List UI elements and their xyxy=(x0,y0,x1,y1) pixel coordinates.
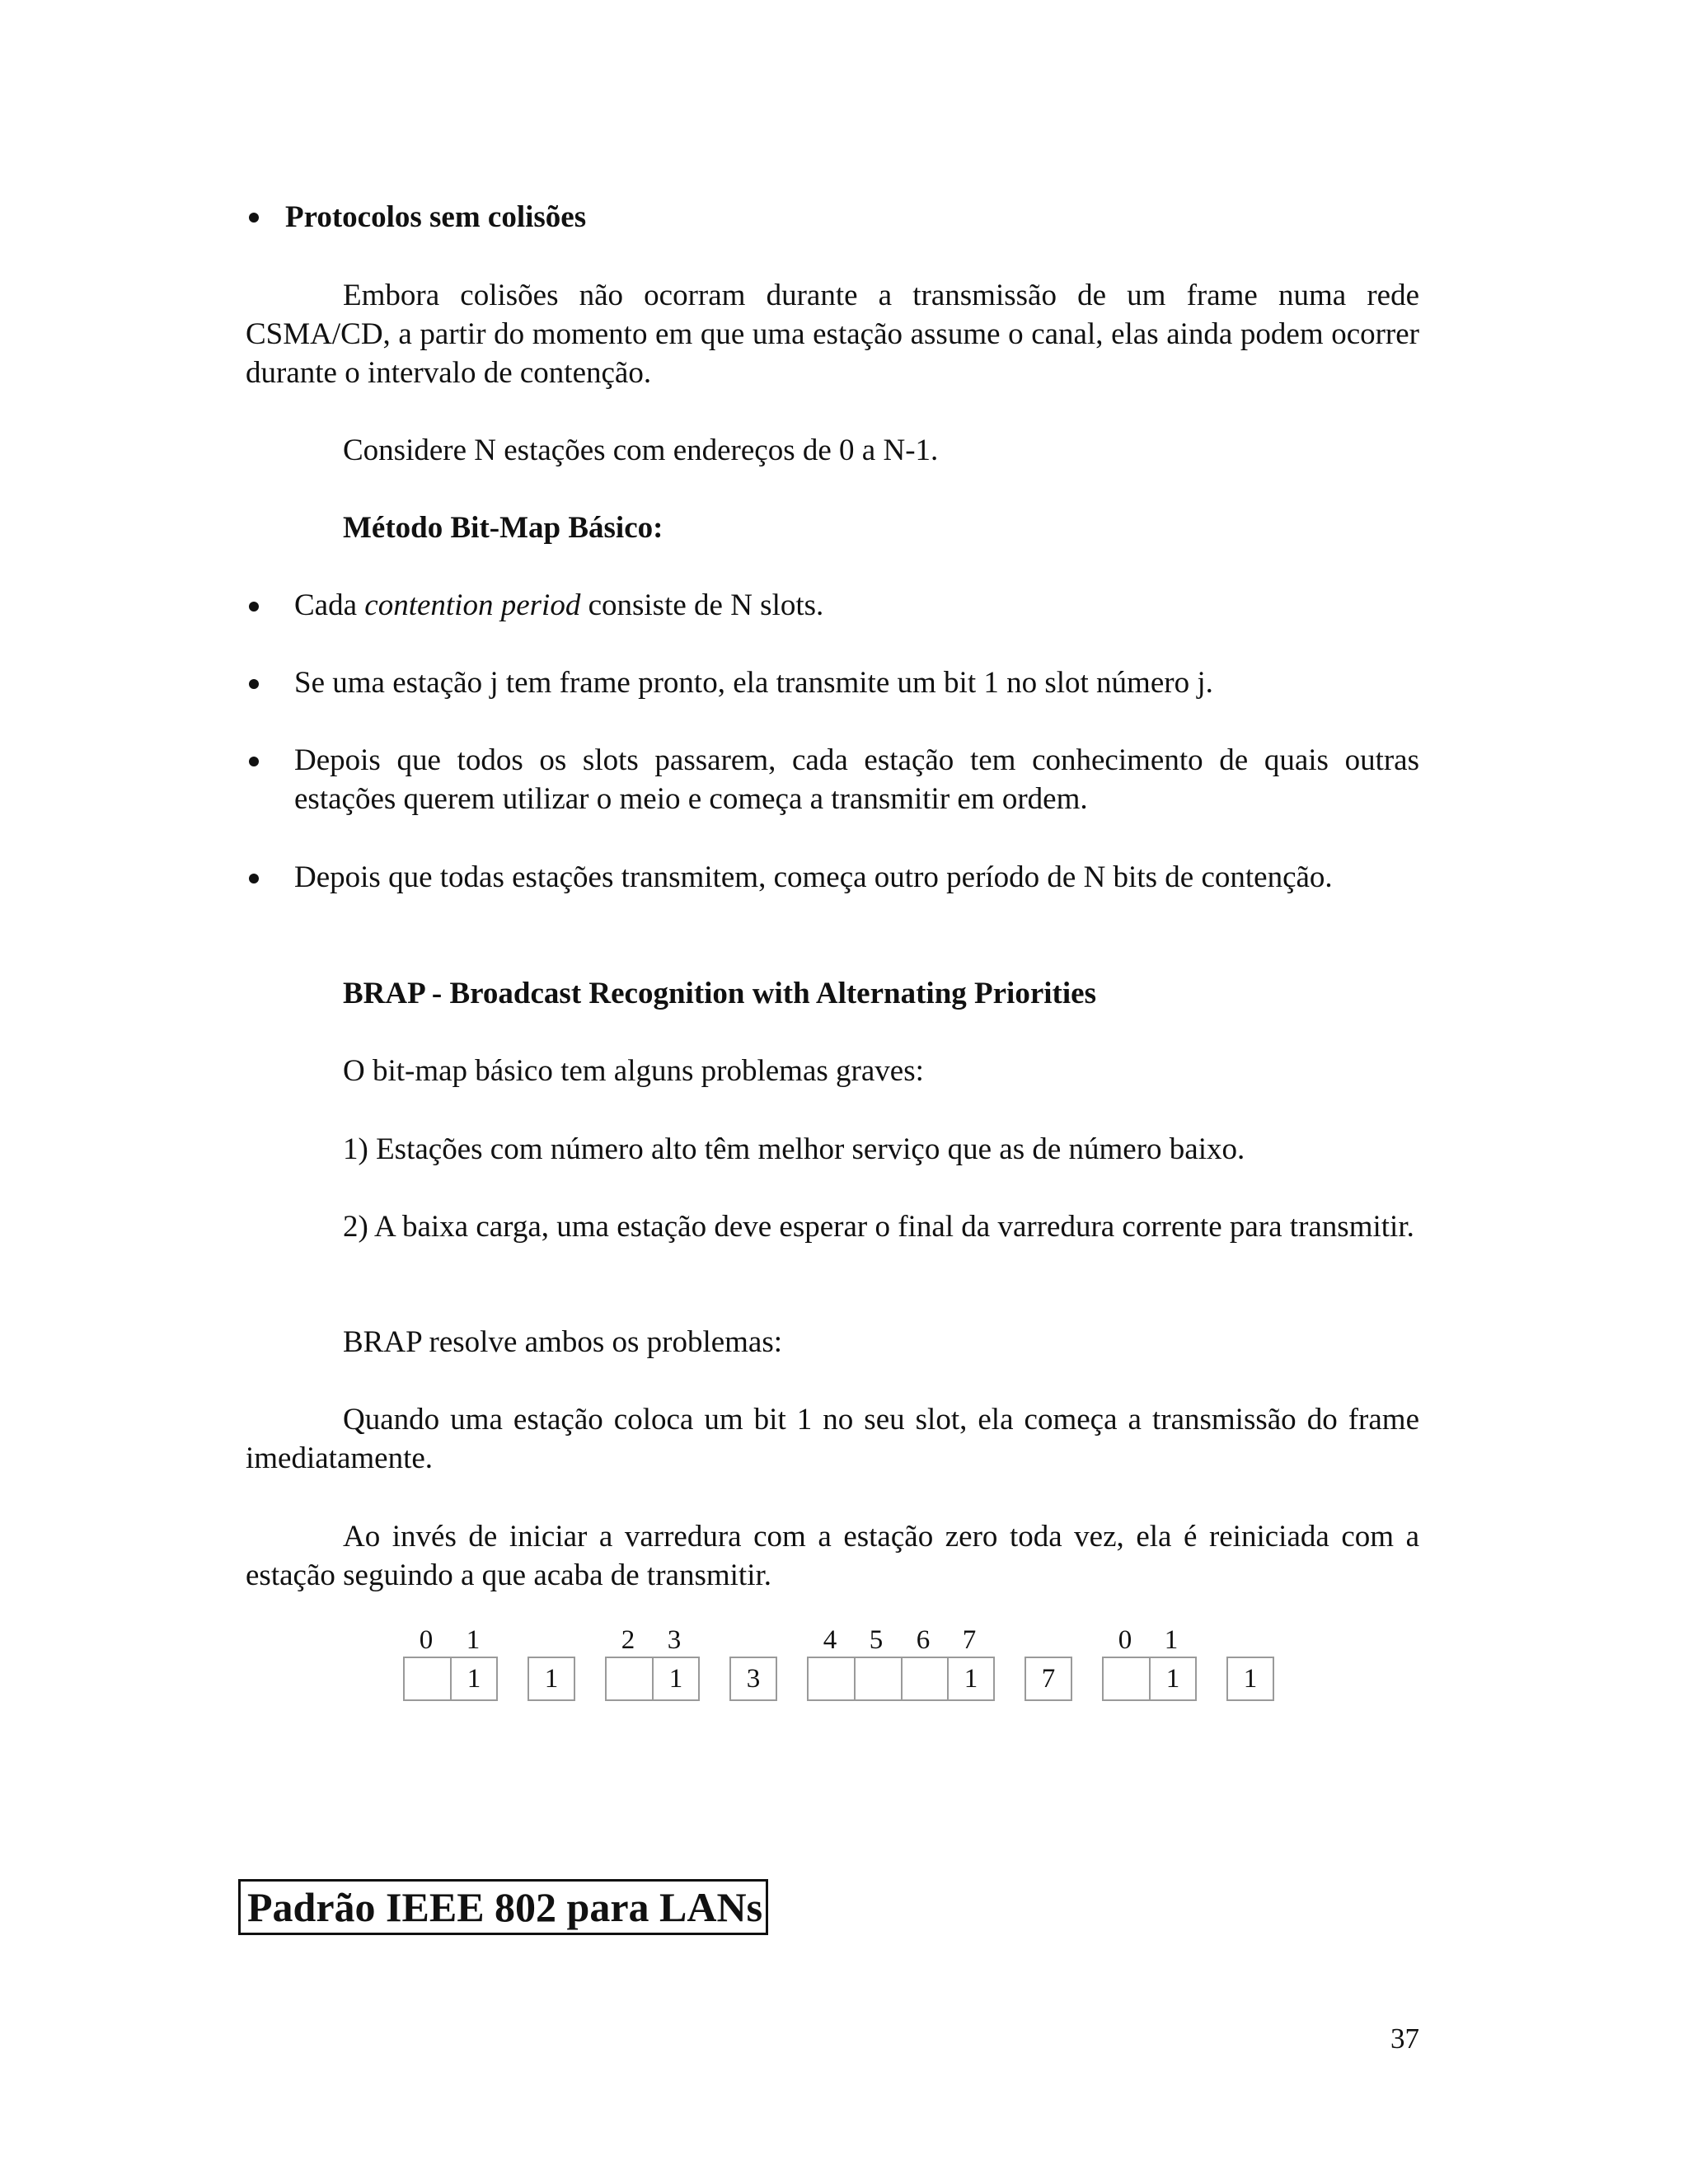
contention-slot: 1 xyxy=(947,1657,995,1701)
slot-label: 3 xyxy=(667,1625,682,1655)
bullet-1 xyxy=(294,586,1419,625)
slot-label: 2 xyxy=(621,1625,635,1655)
slot-label: 1 xyxy=(1164,1625,1179,1655)
bullet-dot xyxy=(249,602,259,612)
frame-box: 3 xyxy=(729,1657,777,1701)
bullet-1-emphasis: contention period xyxy=(364,588,581,622)
paragraph-5: 2) A baixa carga, uma estação deve esperar o final da varredura corrente para transmitir. xyxy=(343,1210,1414,1244)
bullet-dot xyxy=(249,874,259,883)
bullet-dot xyxy=(249,213,259,223)
paragraph-7: Quando uma estação coloca um bit 1 no seu slot, ela começa a transmissão do frame imediatamente. xyxy=(246,1403,1419,1475)
bullet-dot xyxy=(249,757,259,766)
paragraph-2: Considere N estações com endereços de 0 a N-1. xyxy=(343,434,939,467)
bullet-1-pre: Cada xyxy=(294,588,365,622)
contention-slot: 1 xyxy=(652,1657,700,1701)
contention-slots xyxy=(807,1657,995,1701)
contention-slot xyxy=(403,1657,452,1701)
slot-label: 6 xyxy=(916,1625,931,1655)
slot-label: 1 xyxy=(466,1625,481,1655)
section-heading: Protocolos sem colisões xyxy=(285,200,587,234)
contention-slots xyxy=(605,1657,700,1701)
paragraph-4: 1) Estações com número alto têm melhor serviço que as de número baixo. xyxy=(343,1132,1245,1166)
paragraph-6: BRAP resolve ambos os problemas: xyxy=(343,1325,783,1359)
bullet-1-post: consiste de N slots. xyxy=(580,588,824,622)
bullet-3: Depois que todos os slots passarem, cada estação tem conhecimento de quais outras estações querem utilizar o meio e começa a transmitir em ordem. xyxy=(294,743,1419,816)
contention-slot xyxy=(605,1657,654,1701)
slot-label: 4 xyxy=(823,1625,837,1655)
paragraph-3: O bit-map básico tem alguns problemas graves: xyxy=(343,1054,924,1088)
page-number: 37 xyxy=(1390,2022,1419,2055)
bullet-2: Se uma estação j tem frame pronto, ela transmite um bit 1 no slot número j. xyxy=(294,666,1213,700)
bitmap-heading: Método Bit-Map Básico: xyxy=(343,511,663,545)
brap-heading: BRAP - Broadcast Recognition with Alternating Priorities xyxy=(343,977,1096,1010)
contention-slot xyxy=(807,1657,856,1701)
slot-label: 5 xyxy=(869,1625,884,1655)
paragraph-8: Ao invés de iniciar a varredura com a estação zero toda vez, ela é reiniciada com a estação seguindo a que acaba de transmitir. xyxy=(246,1520,1419,1592)
contention-slots xyxy=(403,1657,498,1701)
frame-box: 1 xyxy=(1226,1657,1274,1701)
frame-box: 7 xyxy=(1025,1657,1072,1701)
slot-label: 7 xyxy=(962,1625,977,1655)
slot-label: 0 xyxy=(1118,1625,1132,1655)
chapter-title: Padrão IEEE 802 para LANs xyxy=(238,1879,768,1935)
bullet-4: Depois que todas estações transmitem, começa outro período de N bits de contenção. xyxy=(294,860,1333,894)
bullet-dot xyxy=(249,679,259,689)
contention-slot xyxy=(854,1657,903,1701)
slot-label: 0 xyxy=(419,1625,434,1655)
frame-box: 1 xyxy=(528,1657,575,1701)
paragraph-1: Embora colisões não ocorram durante a transmissão de um frame numa rede CSMA/CD, a partir do momento em que uma estação assume o canal, elas ainda podem ocorrer durante o intervalo de contenção. xyxy=(246,279,1419,390)
contention-slot: 1 xyxy=(1149,1657,1197,1701)
contention-slot xyxy=(901,1657,949,1701)
contention-slot: 1 xyxy=(450,1657,498,1701)
contention-slot xyxy=(1102,1657,1151,1701)
contention-slots xyxy=(1102,1657,1197,1701)
